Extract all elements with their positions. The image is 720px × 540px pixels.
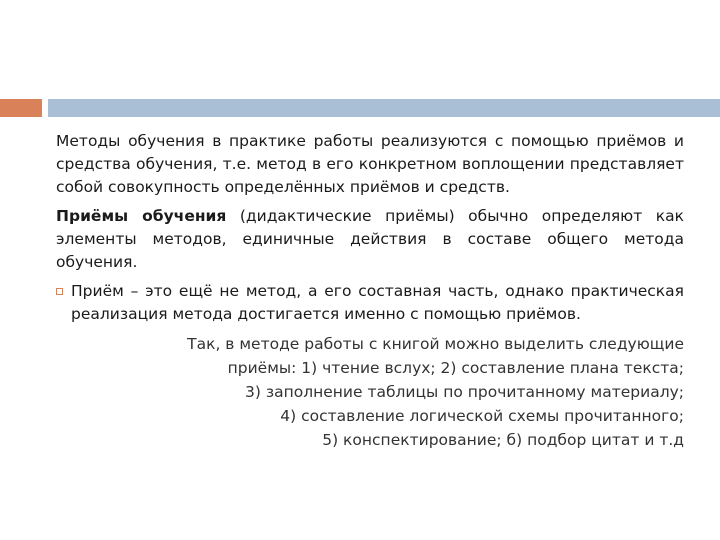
decorative-bar-right bbox=[48, 99, 720, 117]
hollow-square-bullet-icon bbox=[56, 288, 63, 295]
example-line: приёмы: 1) чтение вслух; 2) составление плана текста; bbox=[227, 359, 684, 377]
decorative-bar-left bbox=[0, 99, 42, 117]
slide-content bbox=[56, 130, 684, 452]
techniques-term: Приёмы обучения bbox=[56, 207, 227, 225]
techniques-definition: (дидактические приёмы) обычно определяют как элементы методов, единичные действия в составе общего метода обучения. bbox=[56, 207, 684, 271]
example-line: 3) заполнение таблицы по прочитанному материалу; bbox=[245, 383, 684, 401]
example-block bbox=[56, 332, 684, 452]
paragraph-methods: Методы обучения в практике работы реализуются с помощью приёмов и средства обучения, т.е. метод в его конкретном воплощении представляет собой совокупность определённых приёмов и средств. bbox=[56, 132, 684, 196]
example-line: Так, в методе работы с книгой можно выделить следующие bbox=[187, 335, 684, 353]
bullet-item bbox=[56, 280, 684, 326]
paragraph-techniques bbox=[56, 205, 684, 274]
example-line: 4) составление логической схемы прочитанного; bbox=[280, 407, 684, 425]
example-line: 5) конспектирование; б) подбор цитат и т.д bbox=[322, 431, 684, 449]
bullet-text: Приём – это ещё не метод, а его составная часть, однако практическая реализация метода достигается именно с помощью приёмов. bbox=[71, 282, 684, 323]
